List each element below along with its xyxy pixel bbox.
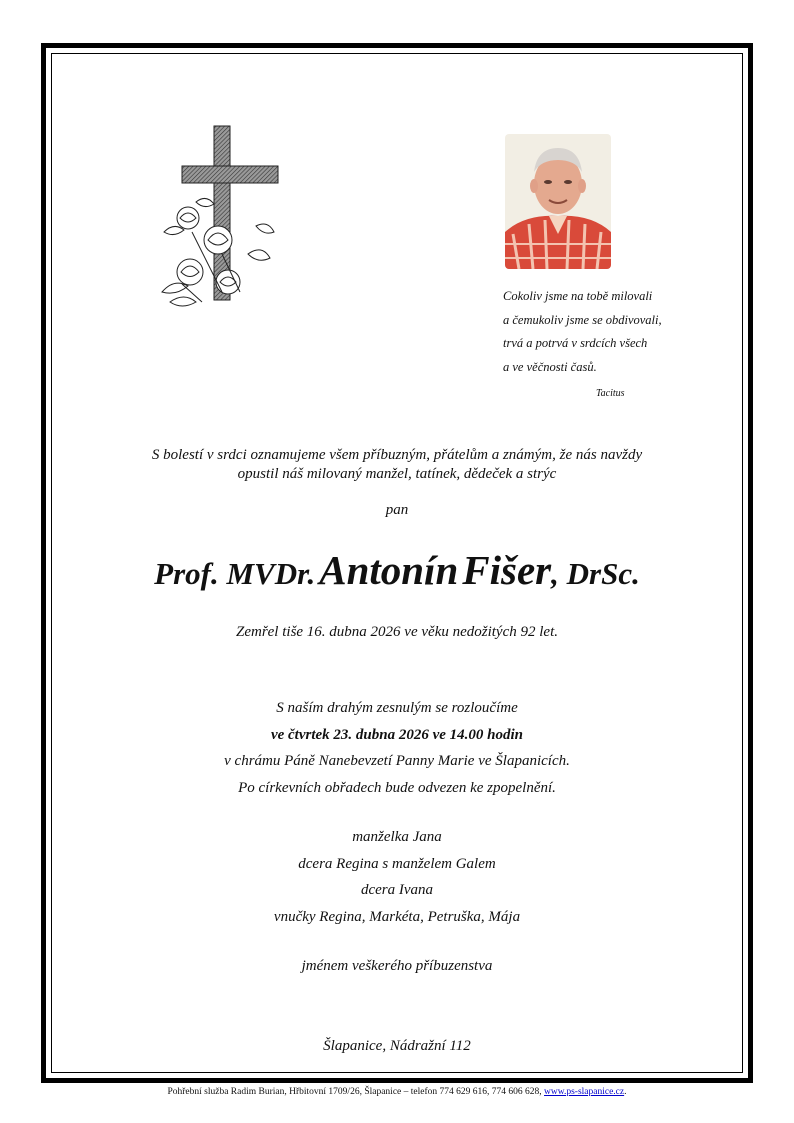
footer-text: Pohřební služba Radim Burian, Hřbitovní 1709/26, Šlapanice – telefon 774 629 616, 774 606 628,	[167, 1087, 545, 1097]
footer-end: .	[624, 1087, 627, 1097]
portrait-photo	[505, 134, 611, 269]
family-list	[0, 824, 794, 930]
family-member: vnučky Regina, Markéta, Petruška, Mája	[273, 908, 521, 925]
funeral-line: Po církevních obřadech bude odvezen ke zpopelnění.	[238, 779, 556, 796]
quote-block	[503, 285, 723, 399]
family-member: dcera Regina s manželem Galem	[298, 855, 496, 872]
cross-with-roses-icon	[152, 122, 282, 312]
family-member: dcera Ivana	[360, 882, 434, 898]
deceased-name	[0, 546, 794, 594]
quote-line: trvá a potrvá v srdcích všech	[503, 336, 648, 350]
family-member: manželka Jana	[352, 829, 442, 845]
name-prefix: Prof. MVDr.	[154, 556, 316, 591]
website-link[interactable]: www.ps-slapanice.cz	[544, 1087, 625, 1097]
funeral-date: ve čtvrtek 23. dubna 2026 ve 14.00 hodin	[270, 726, 524, 743]
name-last: Fišer	[462, 547, 552, 593]
quote-line: a ve věčnosti časů.	[503, 359, 597, 374]
intro-text	[0, 446, 794, 484]
intro-line: S bolestí v srdci oznamujeme všem příbuzným, přátelům a známým, že nás navždy	[151, 447, 643, 463]
name-first: Antonín	[319, 547, 459, 593]
quote-author: Tacitus	[596, 388, 625, 399]
intro-line: opustil náš milovaný manžel, tatínek, dědeček a strýc	[237, 466, 557, 482]
footer	[0, 1087, 794, 1097]
quote-line: a čemukoliv jsme se obdivovali,	[503, 312, 662, 327]
quote-line: Cokoliv jsme na tobě milovali	[503, 289, 653, 303]
salutation: pan	[385, 502, 409, 518]
death-notice: Zemřel tiše 16. dubna 2026 ve věku nedožitých 92 let.	[235, 624, 558, 640]
funeral-place: v chrámu Páně Nanebevzetí Panny Marie ve Šlapanicích.	[224, 753, 570, 769]
address: Šlapanice, Nádražní 112	[323, 1038, 471, 1054]
funeral-line: S naším drahým zesnulým se rozloučíme	[276, 700, 518, 716]
name-suffix: , DrSc.	[551, 556, 640, 591]
relatives-note: jménem veškerého příbuzenstva	[301, 958, 493, 974]
funeral-info	[0, 695, 794, 801]
